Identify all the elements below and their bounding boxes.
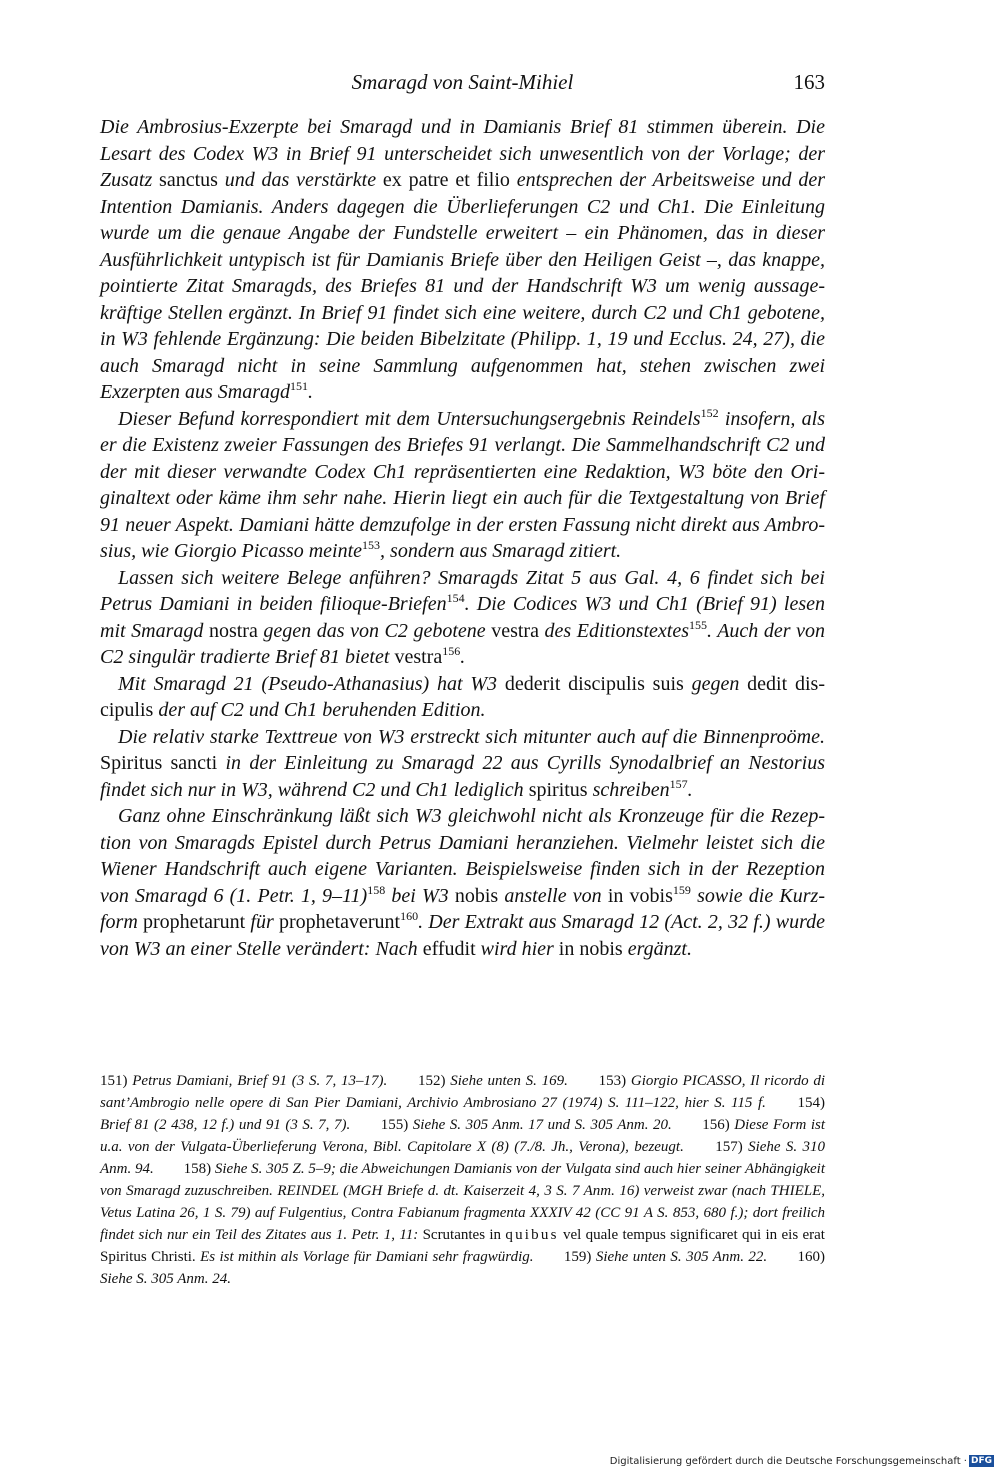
paragraph [100,565,825,671]
footnote-number: 155) [380,1117,413,1133]
running-title: Smaragd von Saint-Mihiel [351,70,574,94]
latin-quote: prophetaverunt [278,911,401,933]
text-run: der auf C2 und Ch1 beruhenden Edition. [153,699,486,721]
footnote-ref: 154 [446,591,465,605]
footnote-ref: 151 [289,379,308,393]
text-run: sowie die Kurzform [100,884,825,933]
footnote-ref: 156 [442,644,461,658]
text-run: Die relativ starke Texttreue von W3 erstreckt sich mitunter auch auf die Binnenproöme. [118,725,825,748]
footnote-ref: 157 [669,776,688,791]
text-run: anstelle von [498,884,608,907]
text-run: Diese Form ist u.a. von der Vulgata-Überlieferung Verona, Bibl. Capitolare X (8) (7./8. Jh., Verona), bezeugt. [100,1117,826,1155]
text-run: Siehe S. 305 Anm. 24. [100,1271,231,1287]
text-run: Siehe unten S. 169. [450,1073,568,1089]
text-run: , sondern aus Smaragd zitiert. [380,540,622,562]
text-run: insofern, als er die Existenz zweier Fassungen des Briefes 91 verlangt. Die Sammelhandschrift C2 und der mit dieser verwandte Codex Ch1 repräsentierten eine Redaktion, W3 böte den Originaltext oder käme ihm sehr nahe. Hierin liegt ein auch für die Textgestaltung von Brief 91 neuer Aspekt. Damiani hätte demzufolge in der ersten Fassung nicht direkt aus Ambrosius, wie Giorgio Picasso meinte [100,407,825,562]
text-run: entsprechen der Arbeitsweise und der Intention Damianis. Anders dagegen die Überlieferungen C2 und Ch1. Die Einleitung wurde um die genaue Angabe der Fundstelle erweitert – ein Phänomen, das in dieser Ausführlichkeit untypisch ist für Damianis Briefe über den Heiligen Geist –, das knappe, pointierte Zitat Smaragds, des Briefes 81 und der Handschrift W3 um wenig aussagekräftige Stellen ergänzt. In Brief 91 findet sich eine weitere, durch C2 und Ch1 gebotene, in W3 fehlende Ergänzung: Die beiden Bibelzitate (Philipp. 1, 19 und Ecclus. 24, 27), die auch Smaragd nicht in seine Sammlung aufgenommen hat, stehen zwischen zwei Exzerpten aus Smaragd [100,169,825,403]
text-run: gegen [683,672,748,695]
footnote-number: 154) [797,1095,825,1111]
footnote-ref: 160 [400,909,419,923]
text-run: Siehe S. 305 Z. 5–9; die Abweichungen Damianis von der Vulgata sind auch hier seiner Abhängigkeit von Smaragd zuzuschreiben. REINDEL (MGH Briefe d. dt. Kaiserzeit 4, 3 S. 7 Anm. 16) verweist zwar (nach THIELE, Vetus Latina 26, 1 S. 79) auf Fulgentius, Contra Fabianum fragmenta XXXIV 42 (CC 91 A S. 853, 680 f.); dort freilich findet sich nur ein Teil des Zitates aus 1. Petr. 1, 11: [100,1161,826,1243]
footnotes [100,1070,825,1290]
text-run: ergänzt. [622,937,692,960]
digitization-credit [610,1455,994,1467]
footnote-number: 158) [183,1161,215,1177]
latin-quote: nobis [454,884,499,907]
latin-quote: vel quale tempus significaret qui in eis erat Spiritus Christi. [100,1227,825,1265]
paragraph [100,724,825,804]
footnote-number: 153) [598,1073,631,1089]
text-run: Brief 81 (2 438, 12 f.) und 91 (3 S. 7, 7). [100,1117,351,1133]
text-run: wird hier [475,937,559,960]
spaced-text: quibus [505,1227,559,1243]
dfg-logo: DFG [970,1456,992,1466]
text-run: Lassen sich weitere Belege anführen? Smaragds Zitat 5 aus Gal. 4, 6 findet sich bei Petrus Damiani in beiden filioque-Briefen [100,566,825,615]
footnote-number: 157) [715,1139,749,1155]
text-run: in der Einleitung zu Smaragd 22 aus Cyrills Synodalbrief an Nestorius findet sich nur in W3, während C2 und Ch1 lediglich [100,752,826,801]
text-run: Siehe S. 310 Anm. 94. [100,1139,826,1177]
footnote-number: 160) [797,1249,825,1265]
latin-quote: spiritus [528,778,588,801]
text-run: Die Ambrosius-Exzerpte bei Smaragd und in Damianis Brief 81 stimmen überein. Die Lesart des Codex W3 in Brief 91 unterscheidet sich unwesentlich von der Vorlage; der Zusatz [100,116,825,191]
text-run: für [245,911,279,933]
latin-quote: sanctus [159,169,218,191]
footnote-ref: 152 [700,405,719,420]
paragraph [100,406,825,565]
latin-quote: effudit [422,937,476,960]
footnote-ref: 158 [367,882,386,897]
paragraph [100,803,825,962]
text-run: . [687,778,693,801]
footnote [564,1249,767,1265]
text-run: und das verstärkte [217,169,383,191]
latin-quote: Spiritus sancti [100,752,218,774]
footnote [100,1073,387,1089]
footnote-ref: 159 [672,882,691,897]
text-run: Es ist mithin als Vorlage für Damiani sehr fragwürdig. [195,1249,534,1265]
text-run: . Die Codices W3 und Ch1 (Brief 91) lesen mit Smaragd [100,593,826,642]
latin-quote: dederit discipulis suis [504,672,684,695]
footnote-number: 152) [417,1073,451,1089]
paragraph [100,114,825,406]
footnote-number: 159) [563,1249,596,1265]
footnote [381,1117,672,1133]
text-run: gegen das von C2 gebotene [257,619,492,642]
text-run: Giorgio PICASSO, Il ricordo di sant’Ambrogio nelle opere di San Pier Damiani, Archivio Ambrosiano 27 (1974) S. 111–122, hier S. 115 f. [100,1073,826,1111]
footnote-ref: 155 [689,617,707,632]
text-run: Siehe S. 305 Anm. 17 und S. 305 Anm. 20. [412,1117,672,1133]
latin-quote: ex patre et filio [382,169,510,191]
latin-quote: dedit discipulis [100,672,825,721]
footnote-number: 151) [100,1073,133,1089]
latin-quote: in nobis [558,937,623,960]
text-run: Ganz ohne Einschränkung läßt sich W3 gleichwohl nicht als Kronzeuge für die Rezeption von Smaragds Epistel durch Petrus Damiani heranziehen. Vielmehr leistet sich die Wiener Handschrift auch eigene Varianten. Beispielsweise finden sich in der Rezeption von Smaragd 6 (1. Petr. 1, 9–11) [100,805,825,907]
main-text [100,114,825,962]
footnote-number: 156) [702,1117,735,1133]
credit-text: Digitalisierung gefördert durch die Deutsche Forschungsgemeinschaft · [609,1455,967,1467]
latin-quote: vestra [491,619,539,642]
text-run: Dieser Befund korrespondiert mit dem Untersuchungsergebnis Reindels [118,407,701,430]
footnote-ref: 153 [362,538,381,552]
page-number: 163 [793,70,825,94]
text-run: schreiben [587,778,670,801]
footnote [418,1073,568,1089]
text-run: . [460,646,466,668]
text-run: Siehe unten S. 305 Anm. 22. [595,1249,768,1265]
paragraph [100,671,825,724]
latin-quote: in vobis [607,884,673,907]
text-run: . [307,381,313,403]
text-run: bei W3 [385,884,455,907]
running-header [100,70,825,100]
text-run: Petrus Damiani, Brief 91 (3 S. 7, 13–17). [132,1073,388,1089]
text-run: des Editionstextes [538,619,689,642]
latin-quote: Scrutantes in [422,1227,506,1243]
text-run: Mit Smaragd 21 (Pseudo-Athanasius) hat W3 [118,672,505,695]
text-run: . Der Extrakt aus Smaragd 12 (Act. 2, 32 f.) wurde von W3 an einer Stelle verändert: Nach [100,911,826,960]
latin-quote: nostra [208,619,258,642]
text-run: . Auch der von C2 singulär tradierte Brief 81 bietet [100,619,825,668]
latin-quote: vestra [394,646,443,668]
latin-quote: prophetarunt [143,911,246,933]
